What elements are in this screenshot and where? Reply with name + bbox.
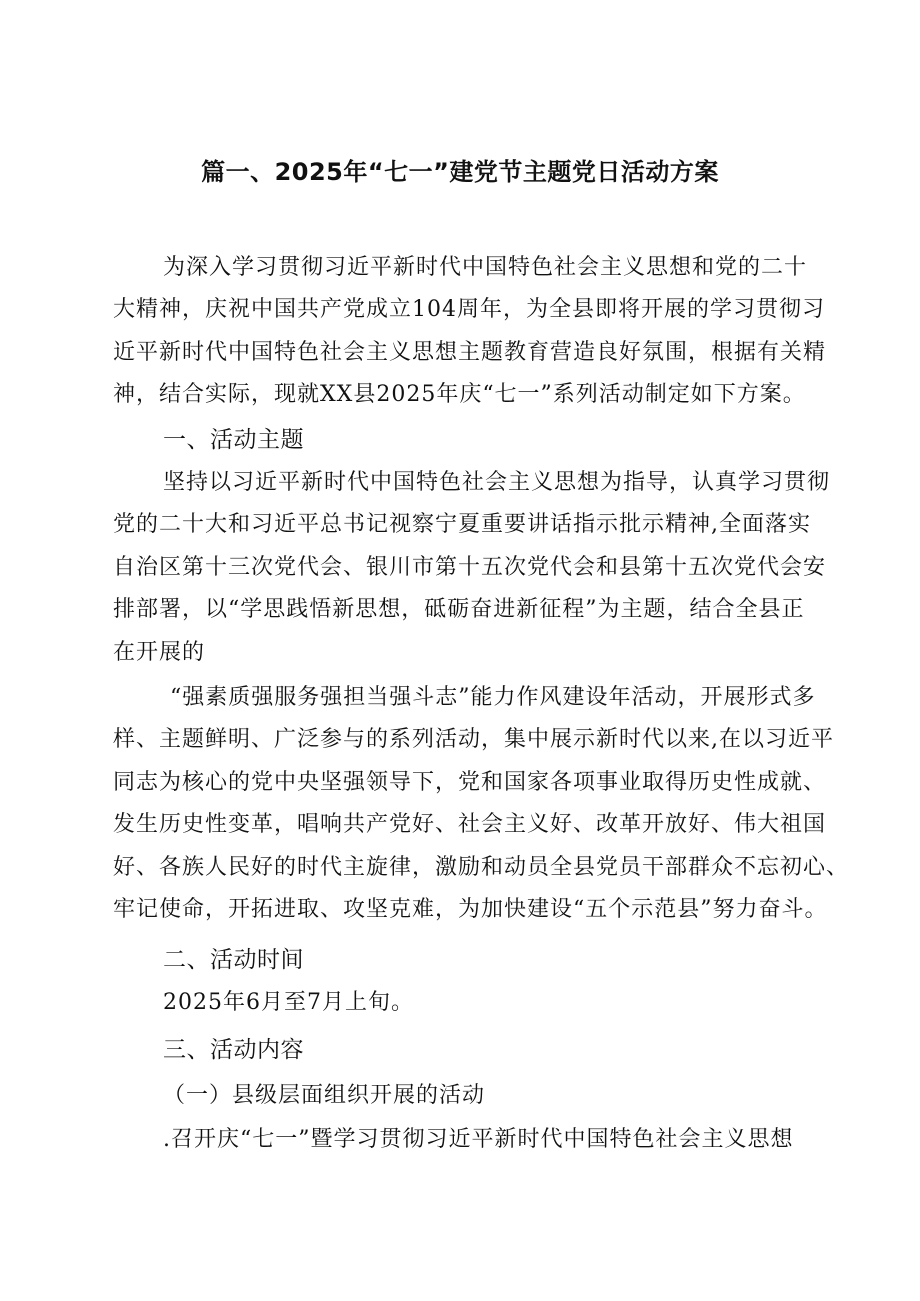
section2-text: 2025年6月至7月上旬。 (163, 990, 414, 1015)
section1b-line-3: 同志为核心的党中央坚强领导下，党和国家各项事业取得历史性成就、 (113, 770, 827, 795)
section1b-line-5: 好、各族人民好的时代主旋律，激励和动员全县党员干部群众不忘初心、 (113, 855, 850, 880)
section2-heading: 二、活动时间 (163, 947, 304, 973)
section1-line-4: 排部署，以“学思践悟新思想，砥砺奋进新征程”为主题，结合全县正 (113, 597, 805, 622)
section3-item: .召开庆“七一”暨学习贯彻习近平新时代中国特色社会主义思想 (163, 1127, 794, 1152)
section1-line-3: 自治区第十三次党代会、银川市第十五次党代会和县第十五次党代会安 (113, 555, 827, 580)
intro-line-3: 近平新时代中国特色社会主义思想主题教育营造良好氛围，根据有关精 (113, 340, 827, 365)
intro-line-2: 大精神，庆祝中国共产党成立104周年，为全县即将开展的学习贯彻习 (113, 297, 825, 322)
section3-subheading: （一）县级层面组织开展的活动 (163, 1083, 486, 1108)
section1-line-2: 党的二十大和习近平总书记视察宁夏重要讲话指示批示精神,全面落实 (113, 512, 811, 537)
section3-heading: 三、活动内容 (163, 1037, 304, 1063)
section1b-line-1: “强素质强服务强担当强斗志”能力作风建设年活动，开展形式多 (170, 685, 816, 710)
section1-line-1: 坚持以习近平新时代中国特色社会主义思想为指导，认真学习贯彻 (163, 470, 831, 495)
section1b-line-4: 发生历史性变革，唱响共产党好、社会主义好、改革开放好、伟大祖国 (113, 812, 827, 837)
intro-line-1: 为深入学习贯彻习近平新时代中国特色社会主义思想和党的二十 (163, 255, 808, 280)
section1-line-5: 在开展的 (113, 640, 206, 665)
document-title: 篇一、2025年“七一”建党节主题党日活动方案 (201, 158, 719, 186)
section1-heading: 一、活动主题 (163, 427, 304, 453)
intro-line-4: 神，结合实际，现就XX县2025年庆“七一”系列活动制定如下方案。 (113, 382, 806, 407)
section1b-line-2: 样、主题鲜明、广泛参与的系列活动，集中展示新时代以来,在以习近平 (113, 727, 834, 752)
section1b-line-6: 牢记使命，开拓进取、攻坚克难，为加快建设“五个示范县”努力奋斗。 (113, 897, 828, 922)
